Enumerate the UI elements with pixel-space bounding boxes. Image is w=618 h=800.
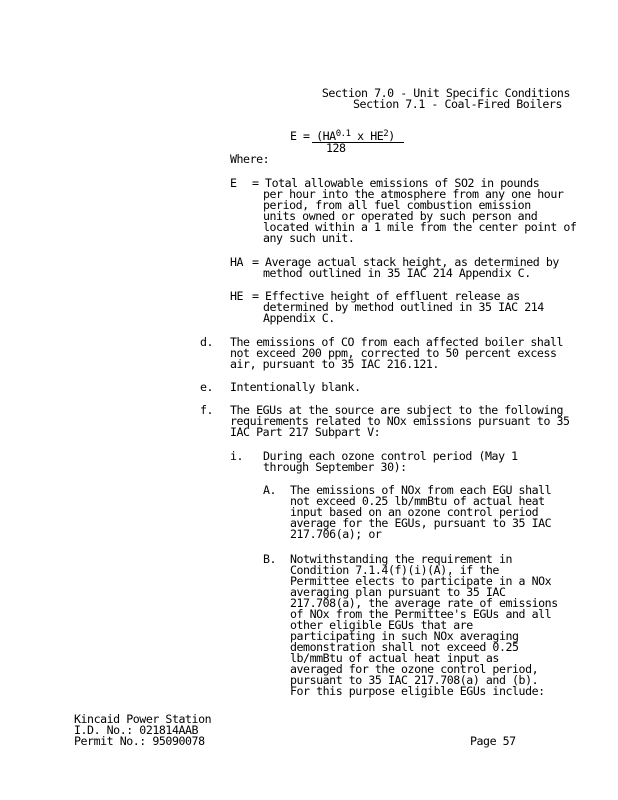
footer-permit-number: Permit No.: 95090078 — [74, 734, 205, 748]
item-b-marker: B. — [263, 552, 277, 566]
definition-e-symbol: E — [230, 176, 237, 190]
item-a-text-1: The emissions of NOx from each EGU shall — [290, 483, 552, 497]
equation-denominator: 128 — [326, 141, 346, 155]
item-d-text-2: not exceed 200 ppm, corrected to 50 percent excess — [230, 346, 557, 360]
item-f-marker: f. — [200, 403, 214, 417]
footer-page-number: Page 57 — [470, 734, 516, 748]
item-d-text-3: air, pursuant to 35 IAC 216.121. — [230, 357, 439, 371]
definition-e-text-2: per hour into the atmosphere from any one hour — [263, 187, 564, 201]
item-f-i-text-1: During each ozone control period (May 1 — [263, 449, 518, 463]
item-a-marker: A. — [263, 483, 277, 497]
item-e-text-1: Intentionally blank. — [230, 380, 361, 394]
definition-e-text-4: units owned or operated by such person and — [263, 209, 538, 223]
item-f-text-1: The EGUs at the source are subject to the following — [230, 403, 564, 417]
footer-id-number: I.D. No.: 021814AAB — [74, 723, 199, 737]
item-b-text-10: lb/mmBtu of actual heat input as — [290, 651, 499, 665]
equation-exponent-ha: 0.1 — [335, 129, 351, 139]
item-b-text-2: Condition 7.1.4(f)(i)(A), if the — [290, 563, 499, 577]
definition-ha-text-1: = Average actual stack height, as determined by — [252, 255, 559, 269]
item-b-text-3: Permittee elects to participate in a NOx — [290, 574, 552, 588]
definition-he-text-2: determined by method outlined in 35 IAC 214 — [263, 300, 544, 314]
item-f-text-2: requirements related to NOx emissions pursuant to 35 — [230, 414, 570, 428]
where-label: Where: — [230, 152, 270, 166]
equation-mid: x HE — [350, 129, 384, 143]
equation-lhs: E = (HA — [290, 129, 336, 143]
item-a-text-3: input based on an ozone control period — [290, 505, 539, 519]
item-b-text-4: averaging plan pursuant to 35 IAC — [290, 585, 506, 599]
section-header-secondary: Section 7.1 - Coal-Fired Boilers — [353, 97, 562, 111]
item-b-text-8: participating in such NOx averaging — [290, 629, 519, 643]
definition-he-text-1: = Effective height of effluent release as — [252, 289, 520, 303]
equation-rhs: ) — [388, 129, 395, 143]
item-f-i-text-2: through September 30): — [263, 460, 407, 474]
item-b-text-1: Notwithstanding the requirement in — [290, 552, 513, 566]
item-a-text-5: 217.706(a); or — [290, 527, 382, 541]
definition-ha-text-2: method outlined in 35 IAC 214 Appendix C. — [263, 266, 531, 280]
item-d-text-1: The emissions of CO from each affected boiler shall — [230, 335, 564, 349]
equation-exponent-he: 2 — [383, 129, 389, 139]
item-b-text-12: pursuant to 35 IAC 217.708(a) and (b). — [290, 673, 539, 687]
item-a-text-4: average for the EGUs, pursuant to 35 IAC — [290, 516, 552, 530]
item-d-marker: d. — [200, 335, 214, 349]
definition-ha-symbol: HA — [230, 255, 244, 269]
definition-he-symbol: HE — [230, 289, 244, 303]
item-f-i-marker: i. — [230, 449, 244, 463]
item-b-text-9: demonstration shall not exceed 0.25 — [290, 640, 519, 654]
footer-station-name: Kincaid Power Station — [74, 712, 212, 726]
item-b-text-11: averaged for the ozone control period, — [290, 662, 539, 676]
item-b-text-5: 217.708(a), the average rate of emissions — [290, 596, 558, 610]
item-b-text-6: of NOx from the Permittee's EGUs and all — [290, 607, 552, 621]
item-e-marker: e. — [200, 380, 214, 394]
definition-e-text-1: = Total allowable emissions of SO2 in pounds — [252, 176, 540, 190]
item-f-text-3: IAC Part 217 Subpart V: — [230, 425, 381, 439]
section-header-primary: Section 7.0 - Unit Specific Conditions — [321, 86, 570, 100]
definition-e-text-6: any such unit. — [263, 231, 355, 245]
definition-he-text-3: Appendix C. — [263, 311, 335, 325]
item-b-text-7: other eligible EGUs that are — [290, 618, 473, 632]
item-b-text-13: For this purpose eligible EGUs include: — [290, 684, 545, 698]
definition-e-text-3: period, from all fuel combustion emission — [263, 198, 531, 212]
definition-e-text-5: located within a 1 mile from the center point of — [263, 220, 577, 234]
item-a-text-2: not exceed 0.25 lb/mmBtu of actual heat — [290, 494, 545, 508]
